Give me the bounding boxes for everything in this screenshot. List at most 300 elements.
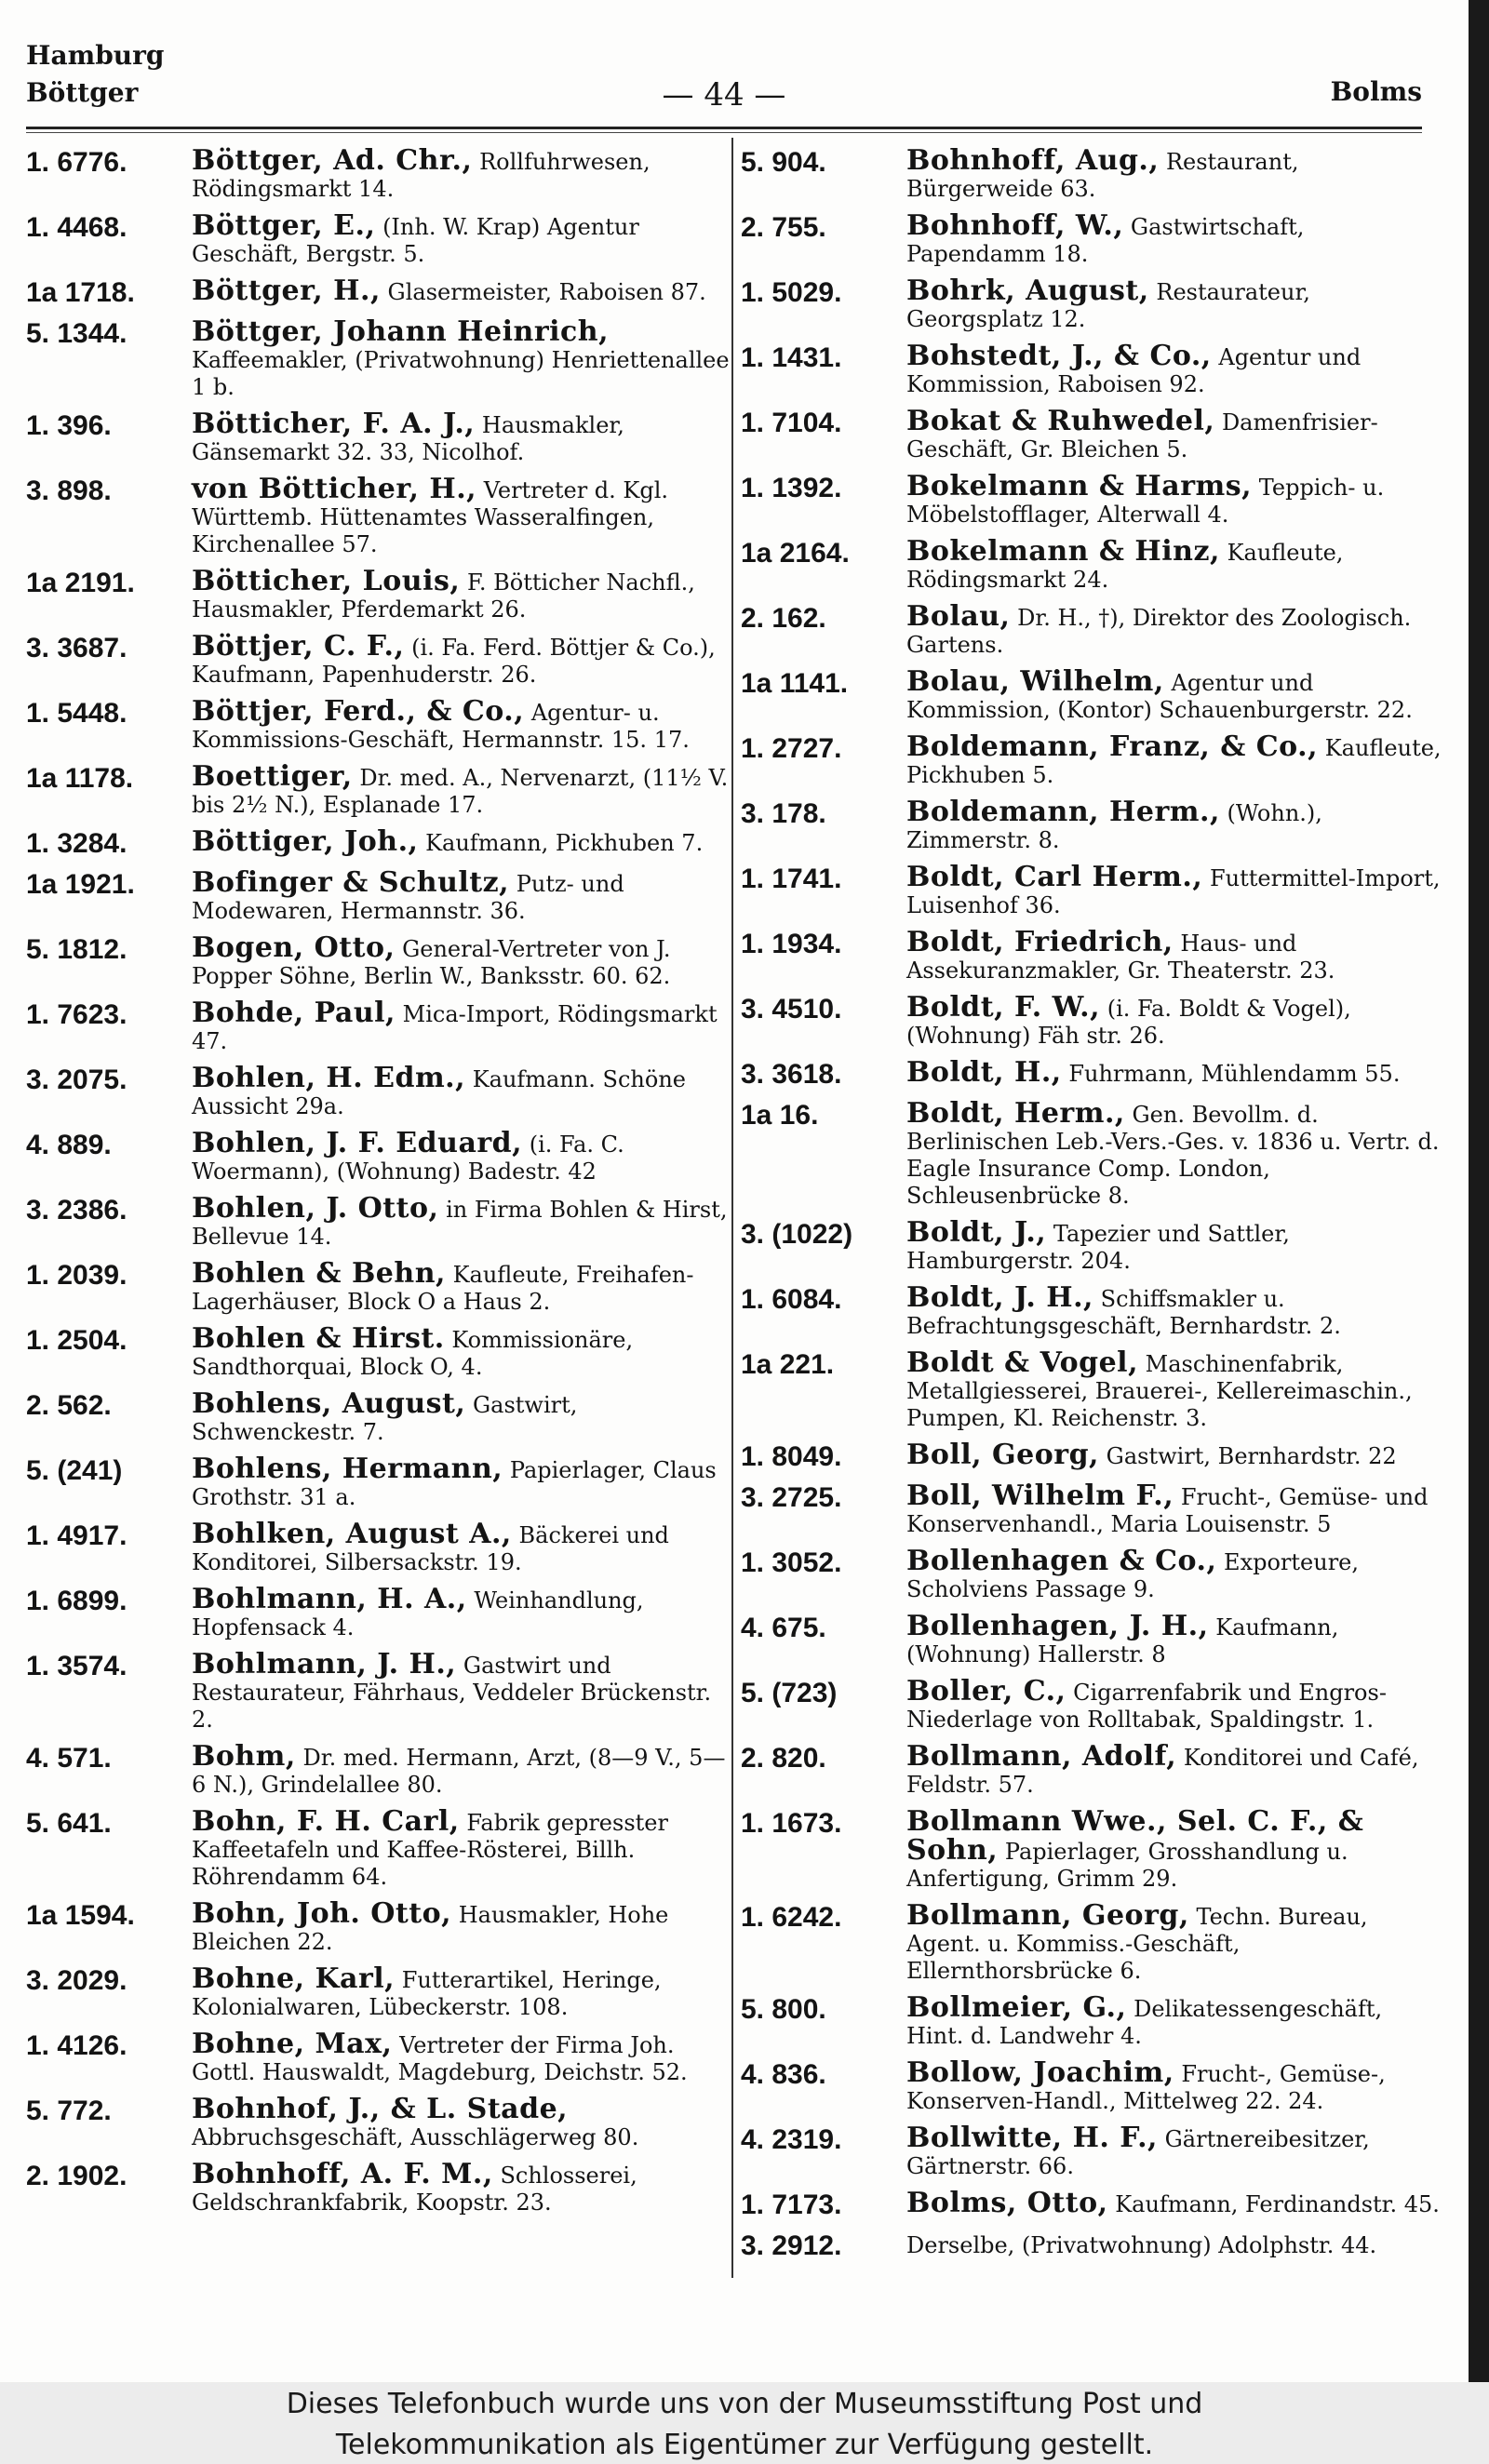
subscriber-details: Haus- und Assekuranzmakler, Gr. Theaterstr. 23. — [906, 931, 1335, 984]
subscriber-name: Bohlen, H. Edm., — [192, 1062, 466, 1094]
directory-entry — [26, 209, 731, 268]
subscriber-name: Bohlens, Hermann, — [192, 1453, 503, 1485]
directory-entry — [26, 1897, 731, 1956]
subscriber-details: Hausmakler, Hohe Bleichen 22. — [192, 1902, 669, 1955]
subscriber-name: Bollow, Joachim, — [906, 2056, 1174, 2089]
subscriber-name: Bohn, Joh. Otto, — [192, 1897, 452, 1930]
subscriber-details: Damenfrisier-Geschäft, Gr. Bleichen 5. — [906, 409, 1378, 462]
subscriber-details: Agentur und Kommission, (Kontor) Schauenburgerstr. 22. — [906, 670, 1413, 723]
entry-text — [192, 1740, 731, 1799]
directory-entry — [741, 1610, 1446, 1668]
phone-number: 3. 3618. — [741, 1059, 842, 1090]
entry-text — [192, 410, 731, 466]
directory-entry — [741, 1740, 1446, 1799]
subscriber-name: Bolau, — [906, 600, 1011, 633]
subscriber-name: Bohn, F. H. Carl, — [192, 1805, 460, 1838]
subscriber-name: Bolms, Otto, — [906, 2187, 1108, 2219]
phone-number: 5. 1344. — [26, 318, 127, 349]
phone-number: 1. 1934. — [741, 929, 842, 959]
column-divider — [731, 138, 733, 2278]
entry-text — [192, 999, 731, 1055]
subscriber-details: Dr. med. Hermann, Arzt, (8—9 V., 5—6 N.), Grindelallee 80. — [192, 1745, 726, 1798]
entry-text — [906, 1216, 1446, 1275]
entry-text — [906, 209, 1446, 268]
phone-number: 1. 2039. — [26, 1260, 127, 1291]
directory-entry — [26, 565, 731, 623]
phone-number: 1. 8049. — [741, 1441, 842, 1472]
footer-line-1: Dieses Telefonbuch wurde uns von der Museumsstiftung Post und — [286, 2388, 1203, 2420]
subscriber-details: Kaufleute, Rödingsmarkt 24. — [906, 540, 1344, 593]
directory-entry — [26, 1127, 731, 1185]
subscriber-details: Kaufmann, (Wohnung) Hallerstr. 8 — [906, 1614, 1339, 1667]
footer-line-2: Telekommunikation als Eigentümer zur Verfügung gestellt. — [335, 2429, 1154, 2461]
phone-number: 2. 162. — [741, 603, 826, 634]
entry-text — [192, 825, 731, 860]
subscriber-details: Agentur und Kommission, Raboisen 92. — [906, 344, 1362, 397]
entry-text — [906, 1991, 1446, 2050]
subscriber-details: (i. Fa. Boldt & Vogel), (Wohnung) Fäh str. 26. — [906, 996, 1351, 1049]
directory-entry — [26, 630, 731, 689]
phone-number: 1. 5029. — [741, 277, 842, 308]
entry-text — [192, 475, 731, 558]
directory-entry — [26, 315, 731, 401]
directory-entry — [741, 2056, 1446, 2115]
directory-entry — [26, 1740, 731, 1799]
phone-number: 1. 4126. — [26, 2030, 127, 2061]
subscriber-name: Böttger, H., — [192, 275, 381, 307]
subscriber-name: Bohlmann, J. H., — [192, 1648, 457, 1681]
subscriber-details: Glasermeister, Raboisen 87. — [387, 279, 706, 305]
directory-entry — [741, 1056, 1446, 1091]
subscriber-details: Bäckerei und Konditorei, Silbersackstr. 19. — [192, 1522, 669, 1575]
directory-entry — [741, 991, 1446, 1050]
entry-text — [906, 1740, 1446, 1799]
entry-text — [192, 1192, 731, 1251]
subscriber-name: Bohne, Karl, — [192, 1962, 396, 1995]
entry-text — [906, 1899, 1446, 1985]
entry-text — [192, 2158, 731, 2216]
phone-number: 2. 820. — [741, 1743, 826, 1774]
entry-text — [906, 1675, 1446, 1734]
subscriber-details: Frucht-, Gemüse-, Konserven-Handl., Mittelweg 22. 24. — [906, 2061, 1386, 2114]
entry-text — [906, 342, 1446, 398]
entry-text — [906, 144, 1446, 203]
directory-entry — [26, 695, 731, 754]
entry-text — [906, 405, 1446, 463]
subscriber-details: Kommissionäre, Sandthorquai, Block O, 4. — [192, 1327, 634, 1380]
subscriber-details: Schiffsmakler u. Befrachtungsgeschäft, Bernhardstr. 2. — [906, 1286, 1341, 1339]
entry-text — [192, 630, 731, 689]
directory-entry — [26, 2093, 731, 2151]
directory-entry — [26, 475, 731, 558]
entry-text — [192, 1062, 731, 1120]
directory-entry — [741, 1805, 1446, 1893]
directory-entry — [741, 209, 1446, 268]
directory-entry — [26, 410, 731, 466]
directory-entry — [741, 1675, 1446, 1734]
subscriber-name: Bohlen & Hirst. — [192, 1322, 445, 1355]
subscriber-details: Restaurant, Bürgerweide 63. — [906, 149, 1299, 202]
phone-number: 3. 2075. — [26, 1065, 127, 1095]
subscriber-details: Kaufmann, Pickhuben 7. — [425, 830, 704, 856]
subscriber-name: Bohlen & Behn, — [192, 1257, 446, 1290]
subscriber-details: Futtermittel-Import, Luisenhof 36. — [906, 865, 1441, 918]
phone-number: 1. 5448. — [26, 698, 127, 729]
subscriber-details: F. Bötticher Nachfl., Hausmakler, Pferdemarkt 26. — [192, 569, 695, 623]
phone-number: 3. 3687. — [26, 633, 127, 663]
phone-number: 1a 1594. — [26, 1900, 135, 1931]
phone-number: 4. 2319. — [741, 2124, 842, 2155]
subscriber-name: Böttjer, Ferd., & Co., — [192, 695, 525, 728]
entry-text — [906, 1056, 1446, 1091]
subscriber-details: Kaufmann. Schöne Aussicht 29a. — [192, 1066, 686, 1119]
directory-entry — [741, 861, 1446, 919]
subscriber-details: in Firma Bohlen & Hirst, Bellevue 14. — [192, 1197, 728, 1250]
subscriber-name: Bofinger & Schultz, — [192, 866, 510, 899]
directory-entry — [741, 1216, 1446, 1275]
directory-entry — [26, 277, 731, 309]
phone-number: 1. 396. — [26, 410, 112, 441]
directory-entry — [741, 926, 1446, 984]
directory-entry — [26, 866, 731, 925]
phone-number: 4. 836. — [741, 2059, 826, 2090]
directory-entry — [26, 1387, 731, 1446]
right-column — [741, 144, 1446, 2271]
subscriber-name: Bolau, Wilhelm, — [906, 665, 1164, 698]
directory-entry — [26, 825, 731, 860]
entry-text — [906, 861, 1446, 919]
subscriber-details: Schlosserei, Geldschrankfabrik, Koopstr. 23. — [192, 2163, 637, 2216]
phone-number: 1. 3574. — [26, 1651, 127, 1681]
subscriber-name: Bollenhagen, J. H., — [906, 1610, 1209, 1642]
entry-text — [192, 1257, 731, 1316]
phone-number: 5. (241) — [26, 1455, 123, 1486]
subscriber-details: Agentur- u. Kommissions-Geschäft, Hermannstr. 15. 17. — [192, 700, 690, 753]
subscriber-details: Fuhrmann, Mühlendamm 55. — [1068, 1061, 1401, 1087]
subscriber-details: Delikatessengeschäft, Hint. d. Landwehr 4. — [906, 1996, 1383, 2049]
subscriber-details: Dr. H., †), Direktor des Zoologisch. Gartens. — [906, 605, 1412, 658]
phone-number: 1a 2164. — [741, 538, 850, 569]
entry-text — [906, 277, 1446, 333]
subscriber-name: Bokelmann & Harms, — [906, 470, 1253, 502]
phone-number: 1. 6242. — [741, 1902, 842, 1933]
subscriber-name: Bohlens, August, — [192, 1387, 466, 1420]
subscriber-name: Boldt, Friedrich, — [906, 926, 1174, 958]
entry-text — [192, 1962, 731, 2021]
subscriber-name: Bollmann, Georg, — [906, 1899, 1189, 1932]
directory-entry — [26, 931, 731, 990]
subscriber-name: Boldt, H., — [906, 1056, 1062, 1089]
phone-number: 1a 1178. — [26, 763, 134, 794]
phone-number: 4. 571. — [26, 1743, 112, 1774]
header-first-name: Böttger — [26, 77, 139, 108]
directory-entry — [741, 2189, 1446, 2221]
directory-entry — [741, 600, 1446, 659]
subscriber-details: Dr. med. A., Nervenarzt, (11½ V. bis 2½ N.), Esplanade 17. — [192, 765, 729, 818]
subscriber-details: Gastwirt und Restaurateur, Fährhaus, Veddeler Brückenstr. 2. — [192, 1653, 712, 1733]
subscriber-details: Konditorei und Café, Feldstr. 57. — [906, 1745, 1419, 1798]
phone-number: 1. 2504. — [26, 1325, 127, 1356]
page-number: — 44 — — [662, 76, 786, 114]
directory-entry — [741, 342, 1446, 398]
entry-text — [906, 1097, 1446, 1210]
entry-text — [906, 1281, 1446, 1340]
subscriber-details: Weinhandlung, Hopfensack 4. — [192, 1587, 644, 1640]
phone-number: 1. 1431. — [741, 342, 842, 373]
phone-number: 1. 4468. — [26, 212, 127, 243]
phone-number: 1. 6776. — [26, 147, 127, 178]
entry-text — [906, 2056, 1446, 2115]
subscriber-name: Boller, C., — [906, 1675, 1066, 1707]
subscriber-name: Boldt & Vogel, — [906, 1346, 1139, 1379]
phone-number: 1. 1741. — [741, 864, 842, 894]
entry-text — [192, 565, 731, 623]
directory-entry — [26, 1962, 731, 2021]
phone-number: 5. 641. — [26, 1808, 112, 1839]
entry-text — [192, 1648, 731, 1734]
directory-entry — [26, 1322, 731, 1381]
subscriber-details: Gastwirt, Bernhardstr. 22 — [1106, 1443, 1397, 1469]
subscriber-name: Boettiger, — [192, 760, 353, 793]
subscriber-name: Bohnhoff, W., — [906, 209, 1124, 242]
entry-text — [906, 600, 1446, 659]
directory-entry — [741, 1281, 1446, 1340]
subscriber-details: Kaufleute, Pickhuben 5. — [906, 735, 1442, 788]
phone-number: 1. 3052. — [741, 1547, 842, 1578]
directory-entry — [26, 1257, 731, 1316]
subscriber-details: Exporteure, Scholviens Passage 9. — [906, 1549, 1359, 1602]
entry-text — [906, 926, 1446, 984]
subscriber-name: Bohne, Max, — [192, 2028, 393, 2060]
subscriber-name: Böttjer, C. F., — [192, 630, 405, 663]
entry-text — [192, 1387, 731, 1446]
subscriber-name: Bogen, Otto, — [192, 931, 396, 964]
directory-entry — [741, 535, 1446, 594]
subscriber-name: Boldt, F. W., — [906, 991, 1101, 1024]
footer-notice — [0, 2382, 1489, 2464]
entry-text — [192, 1322, 731, 1381]
subscriber-details: Mica-Import, Rödingsmarkt 47. — [192, 1001, 718, 1054]
phone-number: 3. 2029. — [26, 1965, 127, 1996]
directory-entry — [26, 999, 731, 1055]
subscriber-details: Kaffeemakler, (Privatwohnung) Henriettenallee 1 b. — [192, 347, 730, 400]
subscriber-details: Tapezier und Sattler, Hamburgerstr. 204. — [906, 1221, 1290, 1274]
entry-text — [906, 2124, 1446, 2180]
entry-text — [192, 2030, 731, 2086]
phone-number: 3. 2912. — [741, 2230, 842, 2261]
subscriber-details: Papierlager, Claus Grothstr. 31 a. — [192, 1457, 717, 1510]
phone-number: 1. 7623. — [26, 999, 127, 1030]
entry-text — [192, 1520, 731, 1576]
entry-text — [192, 760, 731, 819]
directory-entry — [741, 798, 1446, 854]
entry-text — [906, 798, 1446, 854]
subscriber-details: Techn. Bureau, Agent. u. Kommiss.-Geschäft, Ellernthorsbrücke 6. — [906, 1904, 1368, 1984]
phone-number: 2. 562. — [26, 1390, 112, 1421]
subscriber-details: Putz- und Modewaren, Hermannstr. 36. — [192, 871, 624, 924]
directory-entry — [741, 1097, 1446, 1210]
entry-text — [192, 1127, 731, 1185]
phone-number: 1. 1673. — [741, 1808, 842, 1839]
directory-entry — [741, 277, 1446, 333]
subscriber-name: Bohlen, J. F. Eduard, — [192, 1127, 523, 1159]
subscriber-details: Gastwirtschaft, Papendamm 18. — [906, 214, 1305, 267]
header-city: Hamburg — [26, 40, 165, 71]
subscriber-name: Bollmann Wwe., Sel. C. F., & Sohn, — [906, 1805, 1364, 1867]
entry-text — [192, 1897, 731, 1956]
directory-entry — [741, 1991, 1446, 2050]
subscriber-name: Boll, Georg, — [906, 1439, 1099, 1471]
directory-entry — [741, 470, 1446, 529]
phone-number: 5. 772. — [26, 2096, 112, 2126]
subscriber-details: Gastwirt, Schwenckestr. 7. — [192, 1392, 578, 1445]
subscriber-name: Böttger, Ad. Chr., — [192, 144, 473, 177]
entry-text — [906, 1482, 1446, 1538]
subscriber-details: Fabrik gepresster Kaffeetafeln und Kaffee-Rösterei, Billh. Röhrendamm 64. — [192, 1810, 668, 1890]
subscriber-details: Restaurateur, Georgsplatz 12. — [906, 279, 1310, 332]
entry-text — [192, 1455, 731, 1511]
subscriber-name: Bollmann, Adolf, — [906, 1740, 1177, 1773]
directory-entry — [26, 1455, 731, 1511]
phone-number: 3. 178. — [741, 798, 826, 829]
entry-text — [906, 2230, 1446, 2262]
subscriber-name: Bokat & Ruhwedel, — [906, 405, 1215, 437]
phone-number: 1. 1392. — [741, 473, 842, 503]
entry-text — [192, 931, 731, 990]
entry-text — [192, 1583, 731, 1641]
entry-text — [906, 991, 1446, 1050]
subscriber-details: Teppich- u. Möbelstofflager, Alterwall 4. — [906, 475, 1385, 528]
directory-entry — [741, 1899, 1446, 1985]
subscriber-name: Bohlen, J. Otto, — [192, 1192, 439, 1225]
directory-entry — [741, 144, 1446, 203]
directory-entry — [26, 144, 731, 203]
phone-number: 1a 16. — [741, 1100, 819, 1131]
page-header — [26, 37, 1422, 130]
directory-entry — [741, 405, 1446, 463]
directory-entry — [26, 2158, 731, 2216]
directory-entry — [741, 1482, 1446, 1538]
subscriber-details: Derselbe, (Privatwohnung) Adolphstr. 44. — [906, 2232, 1377, 2258]
subscriber-name: Bollmeier, G., — [906, 1991, 1127, 2024]
subscriber-name: von Bötticher, H., — [192, 473, 477, 505]
phone-number: 1a 2191. — [26, 568, 135, 598]
header-rule-thin — [26, 132, 1422, 133]
subscriber-details: Kaufleute, Freihafen-Lagerhäuser, Block O a Haus 2. — [192, 1262, 694, 1315]
directory-entry — [26, 1583, 731, 1641]
directory-entry — [741, 665, 1446, 724]
subscriber-name: Bohstedt, J., & Co., — [906, 340, 1212, 372]
subscriber-details: (Inh. W. Krap) Agentur Geschäft, Bergstr. 5. — [192, 214, 639, 267]
subscriber-name: Bohnhof, J., & L. Stade, — [192, 2093, 569, 2125]
directory-entry — [26, 1062, 731, 1120]
subscriber-name: Boldemann, Franz, & Co., — [906, 730, 1319, 763]
subscriber-name: Bohm, — [192, 1740, 296, 1773]
subscriber-name: Boldt, Carl Herm., — [906, 861, 1203, 893]
subscriber-name: Boldt, J. H., — [906, 1281, 1093, 1314]
phone-number: 3. 2725. — [741, 1482, 842, 1513]
phone-number: 3. 4510. — [741, 994, 842, 1024]
phone-number: 2. 1902. — [26, 2161, 127, 2191]
subscriber-name: Böttiger, Joh., — [192, 825, 419, 858]
directory-entry — [26, 1648, 731, 1734]
subscriber-details: (Wohn.), Zimmerstr. 8. — [906, 800, 1322, 853]
phone-number: 1a 1141. — [741, 668, 849, 699]
directory-entry — [741, 1547, 1446, 1603]
entry-text — [906, 730, 1446, 789]
subscriber-name: Boldemann, Herm., — [906, 796, 1220, 828]
directory-entry — [26, 1520, 731, 1576]
entry-text — [192, 1805, 731, 1891]
entry-text — [192, 209, 731, 268]
subscriber-details: General-Vertreter von J. Popper Söhne, Berlin W., Banksstr. 60. 62. — [192, 936, 671, 989]
subscriber-details: Futterartikel, Heringe, Kolonialwaren, Lübeckerstr. 108. — [192, 1967, 662, 2020]
phone-number: 1. 6899. — [26, 1586, 127, 1616]
subscriber-details: Papierlager, Grosshandlung u. Anfertigung, Grimm 29. — [906, 1839, 1348, 1892]
subscriber-details: Kaufmann, Ferdinandstr. 45. — [1115, 2191, 1440, 2217]
phone-number: 5. 904. — [741, 147, 826, 178]
subscriber-name: Bötticher, F. A. J., — [192, 408, 476, 440]
header-rule — [26, 127, 1422, 129]
subscriber-details: Cigarrenfabrik und Engros-Niederlage von Rolltabak, Spaldingstr. 1. — [906, 1680, 1387, 1733]
subscriber-details: Maschinenfabrik, Metallgiesserei, Brauerei-, Kellereimaschin., Pumpen, Kl. Reichenstr. 3. — [906, 1351, 1413, 1431]
entry-text — [906, 470, 1446, 529]
subscriber-name: Boldt, Herm., — [906, 1097, 1125, 1130]
subscriber-details: Gärtnereibesitzer, Gärtnerstr. 66. — [906, 2126, 1370, 2179]
subscriber-details: Vertreter d. Kgl. Württemb. Hüttenamtes Wasseralfingen, Kirchenallee 57. — [192, 477, 669, 557]
subscriber-details: Gen. Bevollm. d. Berlinischen Leb.-Vers.-Ges. v. 1836 u. Vertr. d. Eagle Insurance Comp. London, Schleusenbrücke 8. — [906, 1102, 1440, 1209]
entry-text — [906, 1610, 1446, 1668]
subscriber-details: (i. Fa. C. Woermann), (Wohnung) Badestr. 42 — [192, 1132, 624, 1185]
entry-text — [906, 1346, 1446, 1432]
directory-entry — [26, 1192, 731, 1251]
directory-entry — [741, 2124, 1446, 2180]
directory-entry — [741, 2230, 1446, 2262]
entry-text — [192, 866, 731, 925]
phone-number: 4. 675. — [741, 1613, 826, 1643]
subscriber-name: Bohde, Paul, — [192, 997, 396, 1029]
directory-entry — [26, 1805, 731, 1891]
subscriber-name: Böttger, E., — [192, 209, 376, 242]
phone-number: 4. 889. — [26, 1130, 112, 1160]
phone-number: 3. 898. — [26, 475, 112, 506]
phone-number: 3. (1022) — [741, 1219, 853, 1250]
subscriber-name: Bollwitte, H. F., — [906, 2122, 1158, 2154]
subscriber-name: Bollenhagen & Co., — [906, 1545, 1217, 1577]
phone-number: 5. (723) — [741, 1678, 838, 1708]
entry-text — [906, 1441, 1446, 1473]
entry-text — [192, 2093, 731, 2151]
entry-text — [906, 2189, 1446, 2221]
directory-entry — [741, 1346, 1446, 1432]
entry-text — [192, 315, 731, 401]
entry-text — [906, 1805, 1446, 1893]
phone-number: 1. 2727. — [741, 733, 842, 764]
phone-number: 1a 221. — [741, 1349, 835, 1380]
phone-number: 5. 1812. — [26, 934, 127, 965]
phone-number: 1a 1718. — [26, 277, 135, 308]
entry-text — [192, 144, 731, 203]
subscriber-name: Bohrk, August, — [906, 275, 1149, 307]
subscriber-name: Böttger, Johann Heinrich, — [192, 315, 610, 348]
phone-number: 1. 6084. — [741, 1284, 842, 1315]
header-last-name: Bolms — [1330, 76, 1422, 107]
subscriber-name: Bohlmann, H. A., — [192, 1583, 467, 1615]
phone-number: 1. 7173. — [741, 2189, 842, 2220]
directory-entry — [741, 1441, 1446, 1473]
phone-number: 5. 800. — [741, 1994, 826, 2025]
subscriber-name: Bötticher, Louis, — [192, 565, 461, 597]
